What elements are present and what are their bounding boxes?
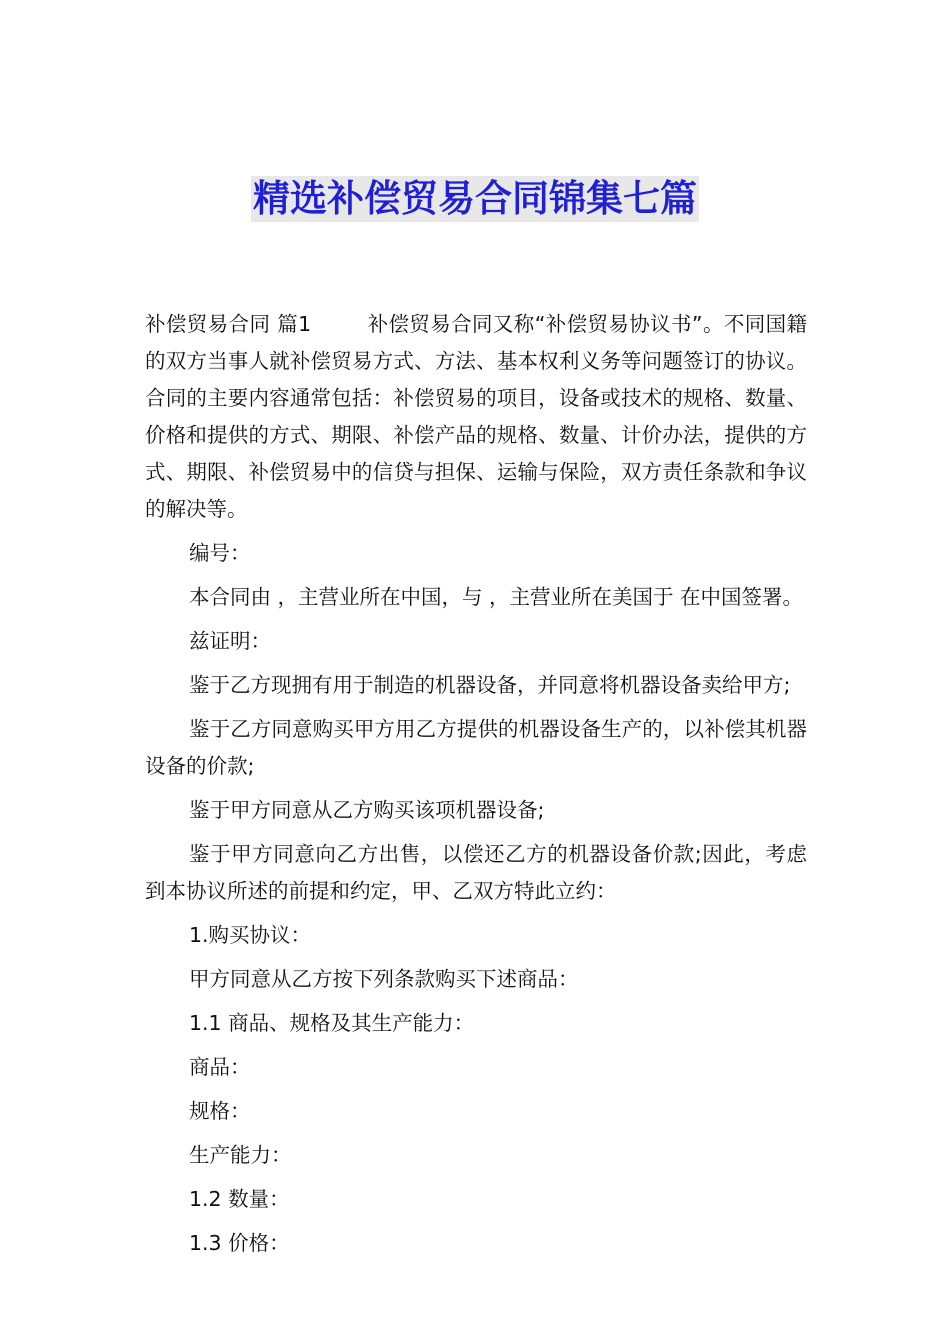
paragraph-contract-parties: 本合同由 ，主营业所在中国，与 ，主营业所在美国于 在中国签署。	[189, 585, 804, 609]
paragraph-capacity: 生产能力：	[189, 1143, 292, 1167]
paragraph-goods: 商品：	[189, 1055, 251, 1079]
paragraph-specification: 规格：	[189, 1099, 251, 1123]
paragraph-whereas-2: 鉴于乙方同意购买甲方用乙方提供的机器设备生产的，以补偿其机器设备的价款;	[145, 717, 807, 778]
section-label: 补偿贸易合同 篇1	[145, 312, 312, 336]
paragraph-whereas-4: 鉴于甲方同意向乙方出售，以偿还乙方的机器设备价款;因此，考虑到本协议所述的前提和约定，甲、乙双方特此立约：	[145, 842, 807, 903]
paragraph-number: 编号：	[189, 541, 251, 565]
document-body	[145, 306, 807, 1269]
paragraph-whereas-3: 鉴于甲方同意从乙方购买该项机器设备;	[189, 798, 545, 822]
paragraph-clause-1-1: 1.1 商品、规格及其生产能力：	[189, 1011, 475, 1035]
document-title: 精选补偿贸易合同锦集七篇	[253, 177, 697, 220]
paragraph-witness: 兹证明：	[189, 629, 271, 653]
paragraph-purchase-terms: 甲方同意从乙方按下列条款购买下述商品：	[189, 967, 579, 991]
intro-text: 补偿贸易合同又称“补偿贸易协议书”。不同国籍的双方当事人就补偿贸易方式、方法、基本权利义务等问题签订的协议。合同的主要内容通常包括：补偿贸易的项目，设备或技术的规格、数量、价格和提供的方式、期限、补偿产品的规格、数量、计价办法，提供的方式、期限、补偿贸易中的信贷与担保、运输与保险，双方责任条款和争议的解决等。	[145, 312, 807, 521]
paragraph-price: 1.3 价格：	[189, 1231, 290, 1255]
intro-paragraph	[145, 306, 807, 528]
title-container	[0, 176, 950, 222]
paragraph-quantity: 1.2 数量：	[189, 1187, 290, 1211]
paragraph-whereas-1: 鉴于乙方现拥有用于制造的机器设备，并同意将机器设备卖给甲方;	[189, 673, 791, 697]
paragraph-purchase-agreement: 1.购买协议：	[189, 923, 312, 947]
